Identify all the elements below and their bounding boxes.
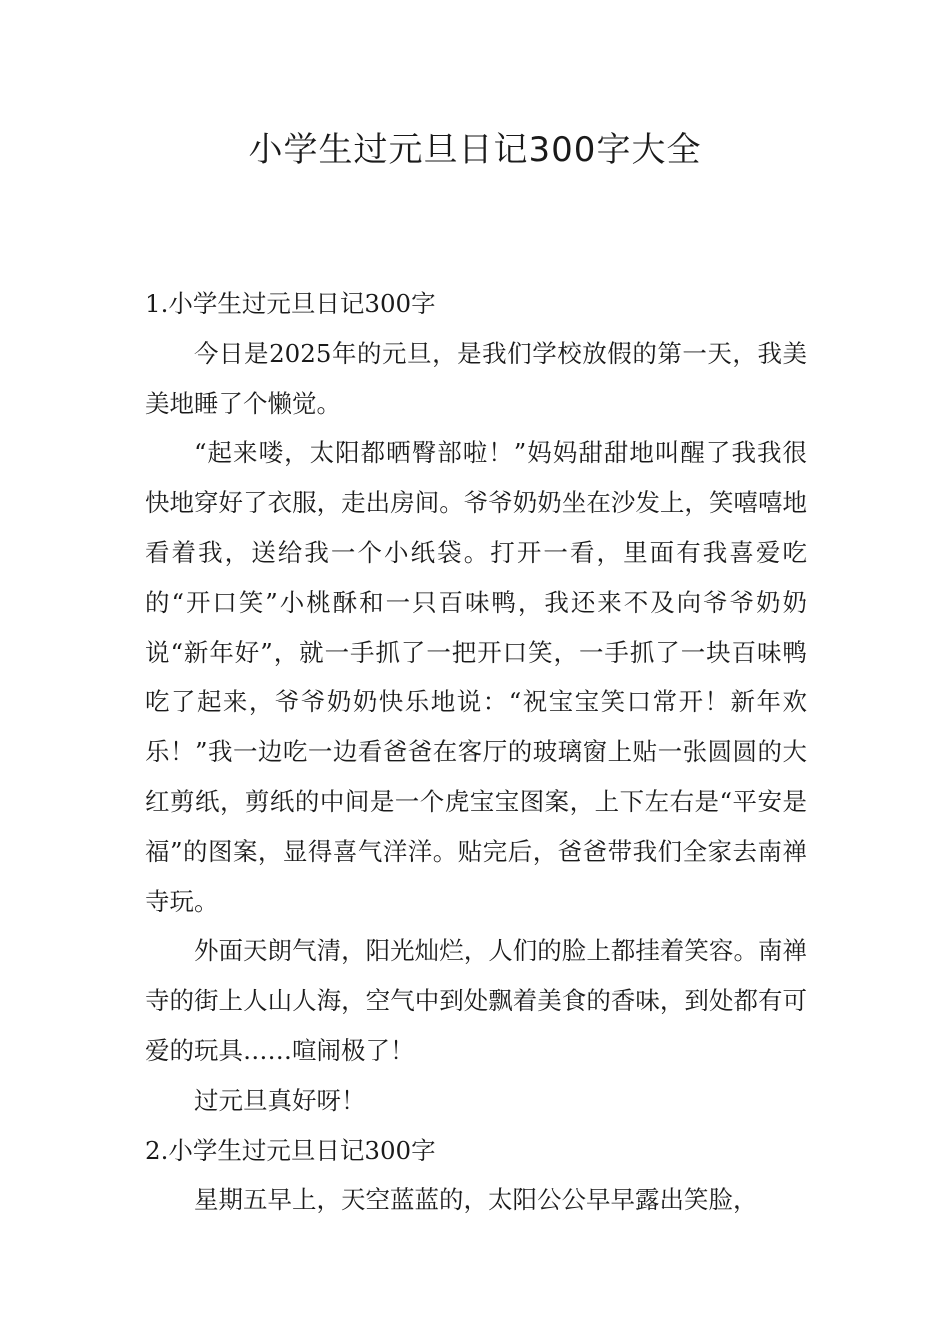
document-body bbox=[145, 279, 807, 1225]
section-heading-1: 1.小学生过元旦日记300字 bbox=[145, 289, 436, 318]
paragraph: 星期五早上，天空蓝蓝的，太阳公公早早露出笑脸， bbox=[194, 1185, 758, 1215]
section-heading-2: 2.小学生过元旦日记300字 bbox=[145, 1135, 436, 1165]
paragraph: 过元旦真好呀！ bbox=[194, 1085, 366, 1115]
paragraph: 外面天朗气清，阳光灿烂，人们的脸上都挂着笑容。南禅寺的街上人山人海，空气中到处飘着美食的香味，到处都有可爱的玩具……喧闹极了！ bbox=[145, 936, 807, 1065]
paragraph: 今日是2025年的元旦，是我们学校放假的第一天，我美美地睡了个懒觉。 bbox=[145, 338, 807, 418]
document-title: 小学生过元旦日记300字大全 bbox=[248, 130, 702, 170]
paragraph: “起来喽，太阳都晒臀部啦！”妈妈甜甜地叫醒了我我很快地穿好了衣服，走出房间。爷爷奶奶坐在沙发上，笑嘻嘻地看着我，送给我一个小纸袋。打开一看，里面有我喜爱吃的“开口笑”小桃酥和一只百味鸭，我还来不及向爷爷奶奶说“新年好”，就一手抓了一把开口笑，一手抓了一块百味鸭吃了起来，爷爷奶奶快乐地说：“祝宝宝笑口常开！新年欢乐！”我一边吃一边看爸爸在客厅的玻璃窗上贴一张圆圆的大红剪纸，剪纸的中间是一个虎宝宝图案，上下左右是“平安是福”的图案，显得喜气洋洋。贴完后，爸爸带我们全家去南禅寺玩。 bbox=[145, 438, 807, 916]
